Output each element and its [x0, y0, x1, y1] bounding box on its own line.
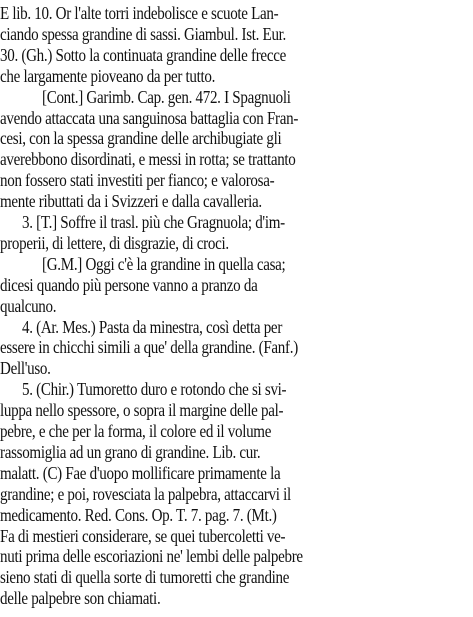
text-line: rassomiglia ad un grano di grandine. Lib. cur. [0, 441, 261, 462]
text-line: E lib. 10. Or l'alte torri indebolisce e scuote Lan- [0, 3, 279, 23]
text-line: grandine; e poi, rovesciata la palpebra, attaccarvi il [0, 483, 291, 504]
text-line: malatt. (C) Fae d'uopo mollificare primamente la [0, 462, 281, 483]
text-line: non fossero stati investiti per fianco; e valorosa- [0, 170, 275, 191]
text-line: qualcuno. [0, 295, 57, 316]
text-line: ciando spessa grandine di sassi. Giambul. Ist. Eur. [0, 23, 287, 44]
text-line: pebre, e che per la forma, il colore ed il volume [0, 421, 272, 441]
text-line: mente ributtati da i Svizzeri e dalla cavalleria. [0, 191, 262, 212]
text-line: [Cont.] Garimb. Cap. gen. 472. I Spagnuoli [42, 86, 291, 107]
text-line: 5. (Chir.) Tumoretto duro e rotondo che si svi- [22, 379, 287, 400]
text-line: cesi, con la spessa grandine delle archibugiate gli [0, 128, 282, 149]
text-line: 4. (Ar. Mes.) Pasta da minestra, così detta per [22, 316, 283, 337]
text-line: delle palpebre son chiamati. [0, 588, 161, 609]
text-line: averebbono disordinati, e messi in rotta; se trattanto [0, 149, 296, 170]
text-line: luppa nello spessore, o sopra il margine delle pal- [0, 400, 284, 421]
text-line: 30. (Gh.) Sotto la continuata grandine delle frecce [0, 44, 286, 65]
text-line: 3. [T.] Soffre il trasl. più che Gragnuola; d'im- [22, 212, 285, 232]
text-line: properii, di lettere, di disgrazie, di croci. [0, 232, 229, 253]
text-line: essere in chicchi simili a que' della grandine. (Fanf.) [0, 337, 298, 358]
text-line: Fa di mestieri considerare, se quei tubercoletti ve- [0, 525, 286, 546]
text-line: dicesi quando più persone vanno a pranzo da [0, 274, 258, 295]
text-line: [G.M.] Oggi c'è la grandine in quella casa; [42, 253, 286, 274]
text-line: medicamento. Red. Cons. Op. T. 7. pag. 7. (Mt.) [0, 504, 277, 525]
text-line: nuti prima delle escoriazioni ne' lembi delle palpebre [0, 546, 303, 567]
text-line: che largamente pioveano da per tutto. [0, 65, 216, 86]
text-line: Dell'uso. [0, 358, 51, 379]
text-line: sieno stati di quella sorte di tumoretti che grandine [0, 567, 290, 588]
text-line: avendo attaccata una sanguinosa battaglia con Fran- [0, 107, 299, 128]
